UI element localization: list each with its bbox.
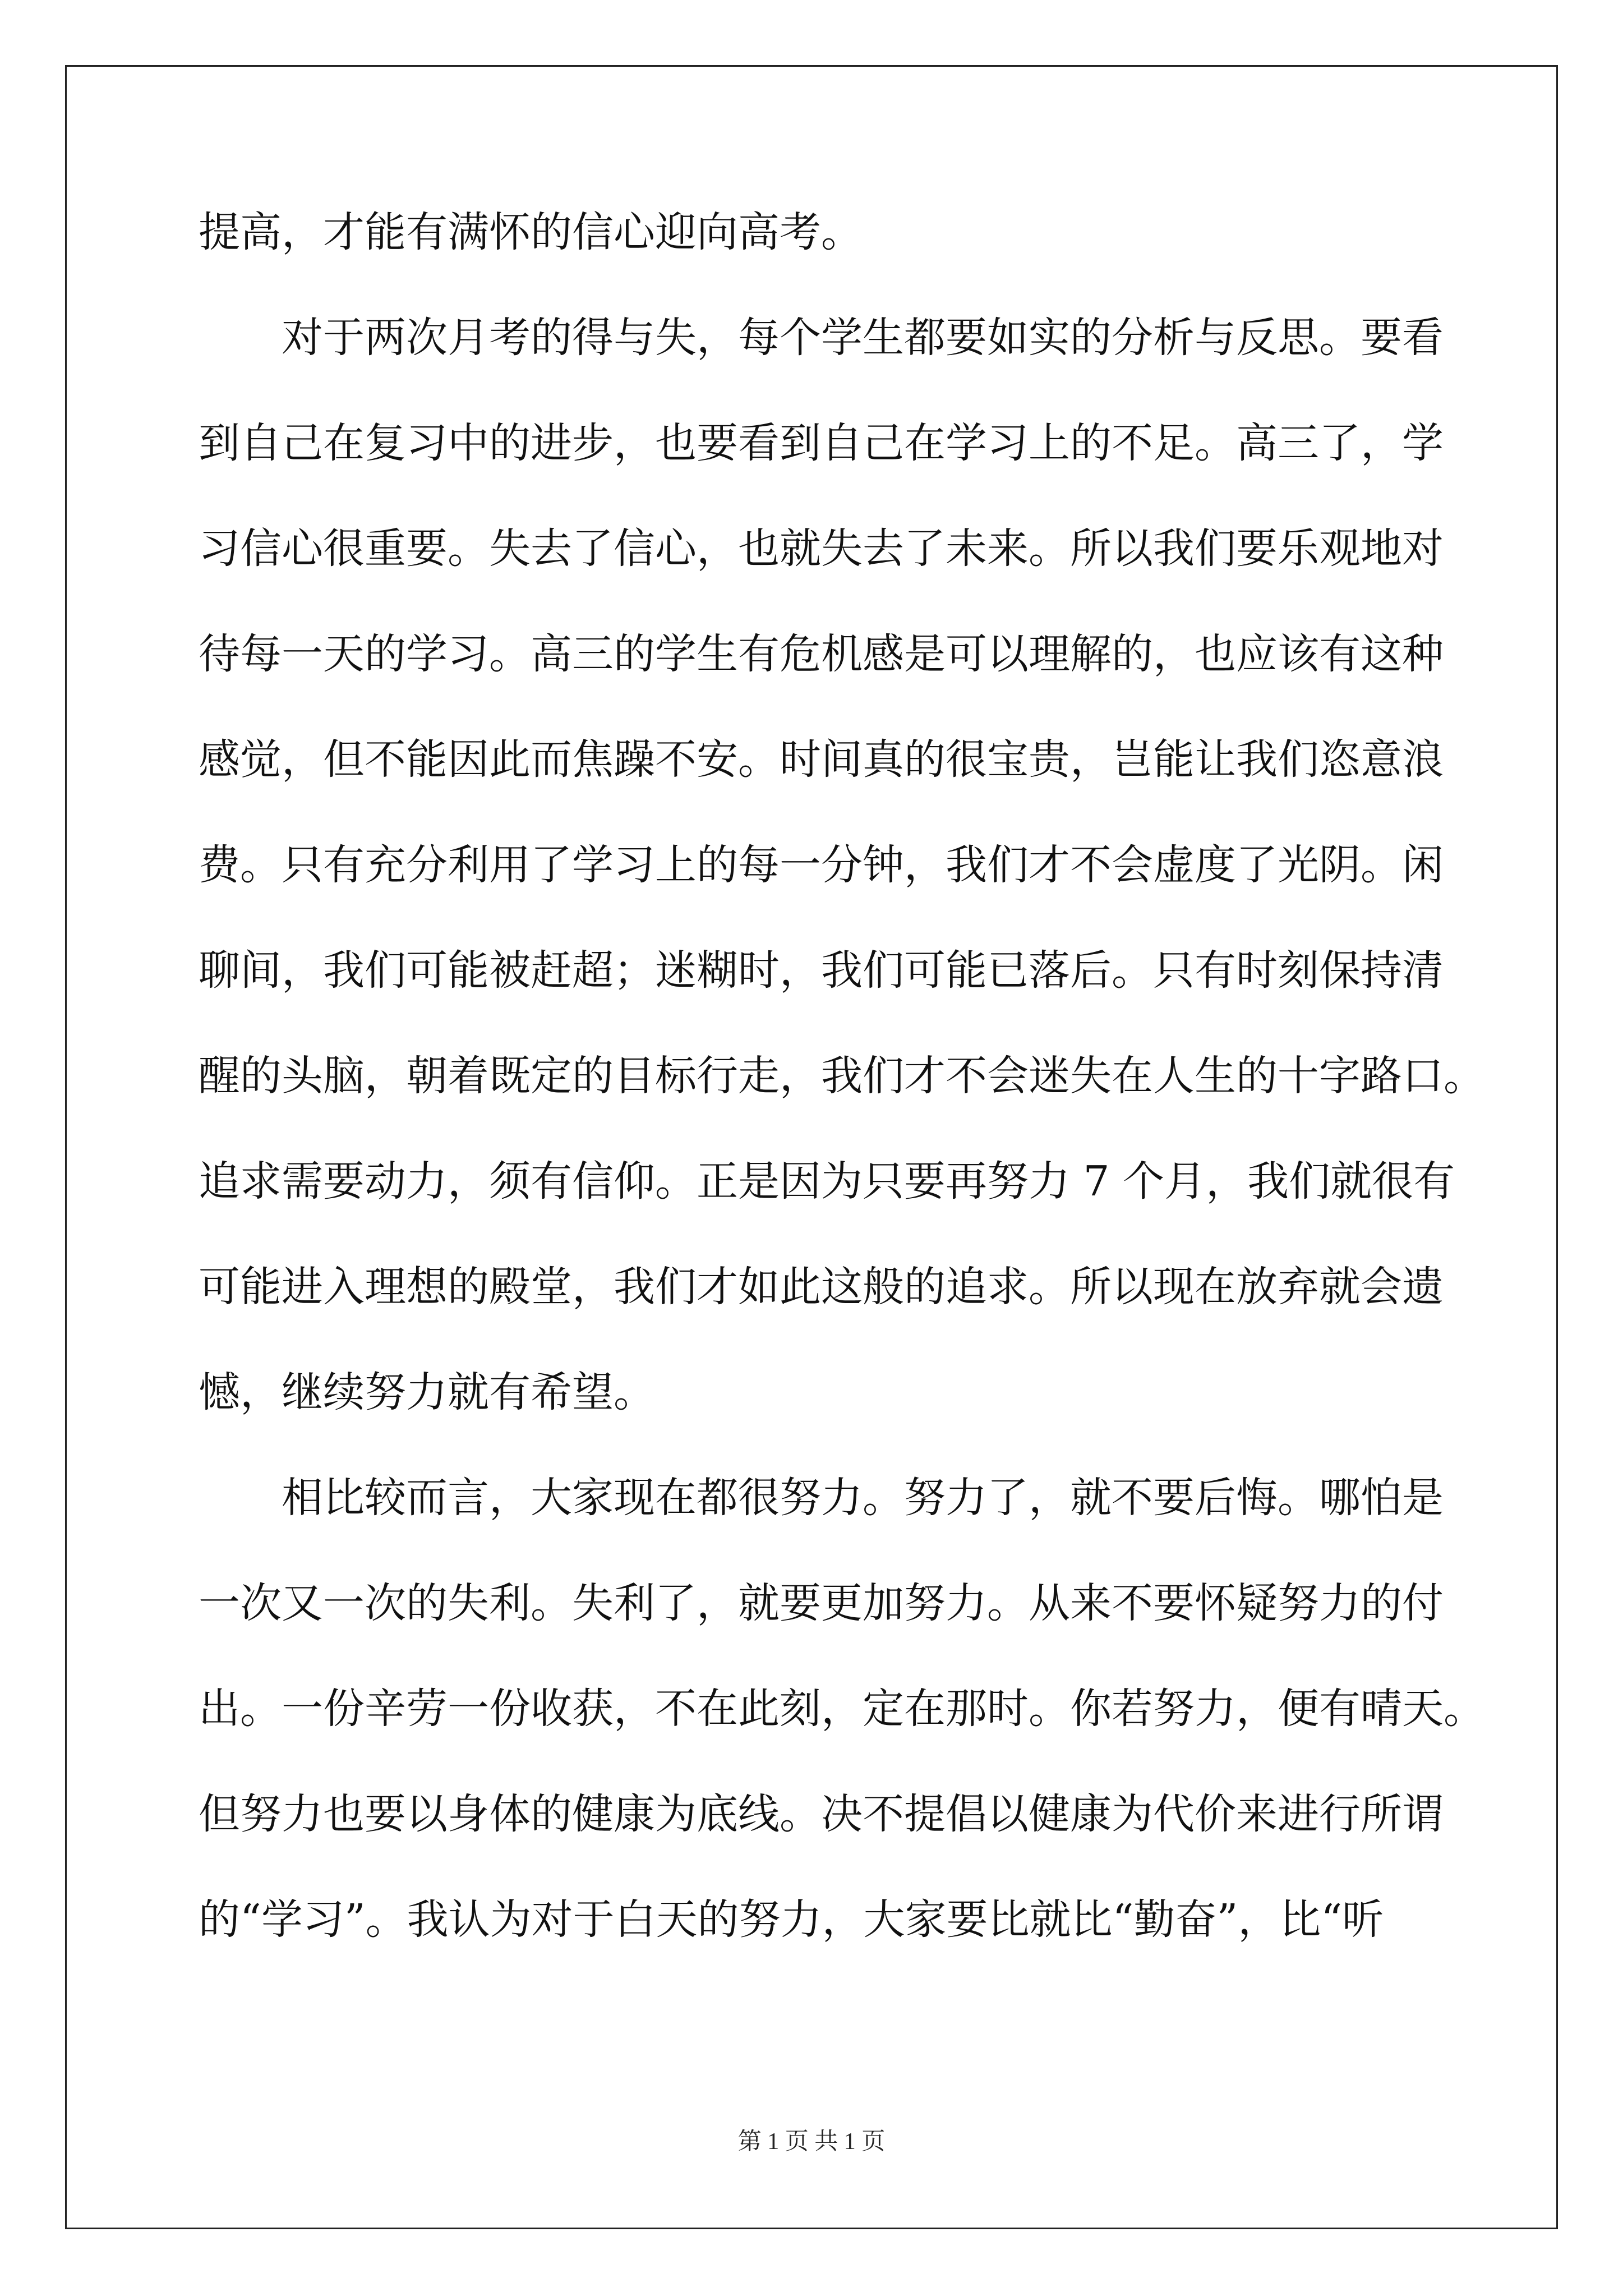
text-line-13: 相比较而言，大家现在都很努力。努力了，就不要后悔。哪怕是 bbox=[282, 1474, 1444, 1522]
text-line-14: 一次又一次的失利。失利了，就要更加努力。从来不要怀疑努力的付 bbox=[199, 1579, 1444, 1627]
text-line-15: 出。一份辛劳一份收获，不在此刻，定在那时。你若努力，便有晴天。 bbox=[199, 1685, 1485, 1733]
page-number-footer: 第 1 页 共 1 页 bbox=[737, 2129, 886, 2155]
text-line-1: 提高，才能有满怀的信心迎向高考。 bbox=[199, 208, 863, 256]
text-line-17: 的“学习”。我认为对于白天的努力，大家要比就比“勤奋”，比“听 bbox=[199, 1895, 1384, 1944]
text-line-3: 到自己在复习中的进步，也要看到自己在学习上的不足。高三了，学 bbox=[199, 419, 1444, 467]
text-line-12: 憾，继续努力就有希望。 bbox=[199, 1368, 655, 1416]
text-line-2: 对于两次月考的得与失，每个学生都要如实的分析与反思。要看 bbox=[282, 314, 1444, 362]
text-line-8: 聊间，我们可能被赶超；迷糊时，我们可能已落后。只有时刻保持清 bbox=[199, 946, 1444, 995]
text-line-10: 追求需要动力，须有信仰。正是因为只要再努力 7 个月，我们就很有 bbox=[199, 1157, 1455, 1205]
text-line-9: 醒的头脑，朝着既定的目标行走，我们才不会迷失在人生的十字路口。 bbox=[199, 1052, 1485, 1100]
text-line-6: 感觉，但不能因此而焦躁不安。时间真的很宝贵，岂能让我们恣意浪 bbox=[199, 735, 1444, 784]
text-line-16: 但努力也要以身体的健康为底线。决不提倡以健康为代价来进行所谓 bbox=[199, 1790, 1444, 1838]
text-line-11: 可能进入理想的殿堂，我们才如此这般的追求。所以现在放弃就会遗 bbox=[199, 1263, 1444, 1311]
text-line-7: 费。只有充分利用了学习上的每一分钟，我们才不会虚度了光阴。闲 bbox=[199, 841, 1444, 889]
text-line-5: 待每一天的学习。高三的学生有危机感是可以理解的，也应该有这种 bbox=[199, 630, 1444, 678]
document-body bbox=[199, 203, 1485, 1996]
text-line-4: 习信心很重要。失去了信心，也就失去了未来。所以我们要乐观地对 bbox=[199, 524, 1444, 573]
